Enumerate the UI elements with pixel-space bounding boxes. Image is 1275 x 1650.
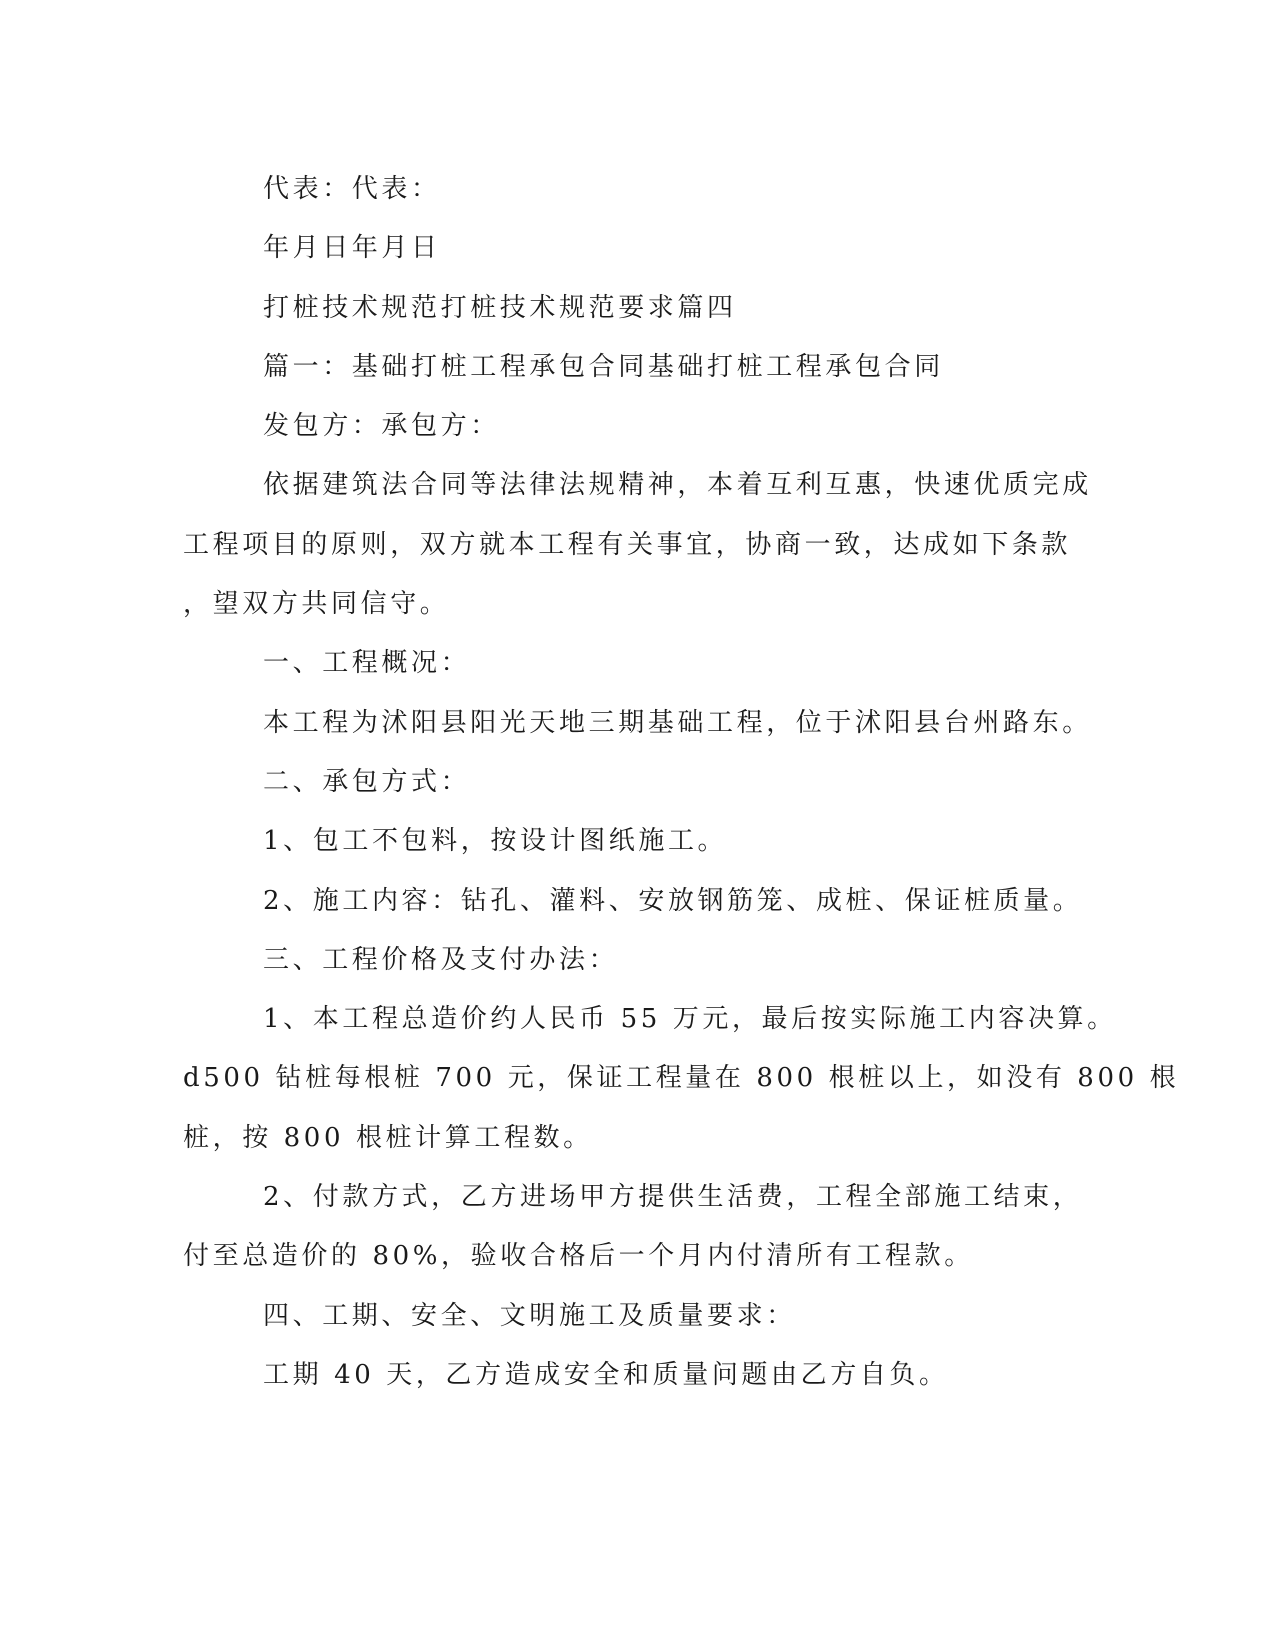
section-heading: 四、工期、安全、文明施工及质量要求： [263, 1300, 796, 1331]
text-line: 发包方：承包方： [263, 411, 500, 442]
text-line: 本工程为沭阳县阳光天地三期基础工程，位于沭阳县台州路东。 [263, 707, 1092, 738]
text-line: 1、本工程总造价约人民币 55 万元，最后按实际施工内容决算。 [263, 1004, 1117, 1035]
text-line: 年月日年月日 [263, 233, 441, 264]
section-heading: 一、工程概况： [263, 648, 471, 679]
text-line: 工程项目的原则，双方就本工程有关事宜，协商一致，达成如下条款 [183, 529, 1072, 560]
text-line: 依据建筑法合同等法律法规精神，本着互利互惠，快速优质完成 [263, 470, 1092, 501]
text-line: 篇一：基础打桩工程承包合同基础打桩工程承包合同 [263, 351, 944, 382]
text-line: d500 钻桩每根桩 700 元，保证工程量在 800 根桩以上，如没有 800 根 [183, 1063, 1180, 1094]
text-line: 2、付款方式，乙方进场甲方提供生活费，工程全部施工结束， [263, 1182, 1083, 1213]
text-line: 桩，按 800 根桩计算工程数。 [183, 1122, 593, 1153]
text-line: 代表：代表： [263, 174, 441, 204]
text-line: 1、包工不包料，按设计图纸施工。 [263, 826, 728, 857]
text-line: 工期 40 天，乙方造成安全和质量问题由乙方自负。 [263, 1359, 949, 1390]
section-heading: 二、承包方式： [263, 766, 471, 797]
text-line: 付至总造价的 80%，验收合格后一个月内付清所有工程款。 [183, 1241, 974, 1272]
text-line: 2、施工内容：钻孔、灌料、安放钢筋笼、成桩、保证桩质量。 [263, 885, 1083, 916]
text-line: ，望双方共同信守。 [183, 589, 450, 620]
document-body [183, 160, 1180, 1405]
section-heading: 三、工程价格及支付办法： [263, 944, 619, 975]
text-line: 打桩技术规范打桩技术规范要求篇四 [263, 292, 737, 323]
